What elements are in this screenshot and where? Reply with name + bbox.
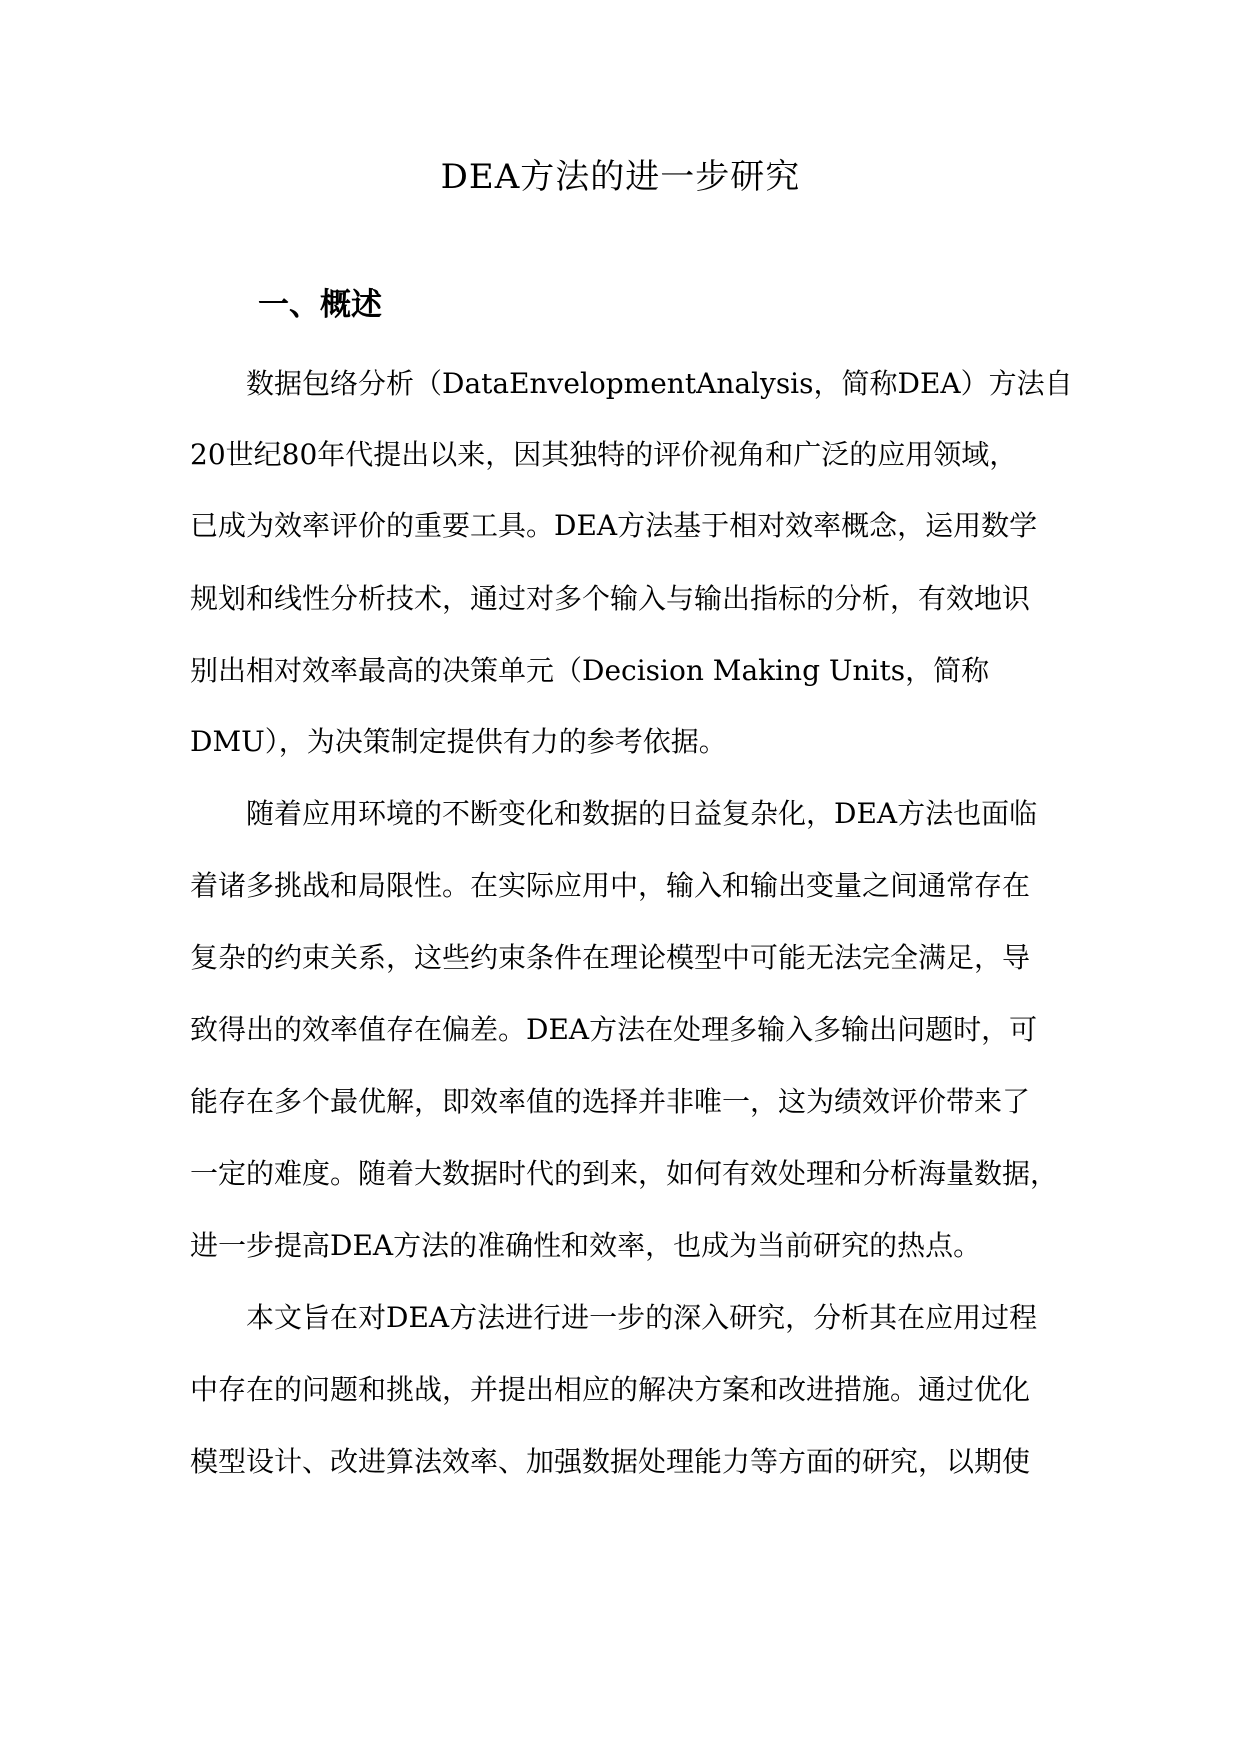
paragraph-2-line-6: 一定的难度。随着大数据时代的到来，如何有效处理和分析海量数据， [190,1157,1059,1190]
paragraph-2-line-3: 复杂的约束关系，这些约束条件在理论模型中可能无法完全满足，导 [190,941,1031,974]
paragraph-2-line-2: 着诸多挑战和局限性。在实际应用中，输入和输出变量之间通常存在 [190,869,1031,902]
paragraph-1-line-5: 别出相对效率最高的决策单元（Decision Making Units，简称 [190,654,990,687]
section-heading: 一、概述 [258,287,382,323]
paragraph-1-line-6: DMU），为决策制定提供有力的参考依据。 [190,725,727,758]
paragraph-2-line-1: 随着应用环境的不断变化和数据的日益复杂化，DEA方法也面临 [246,797,1038,830]
paragraph-2-line-4: 致得出的效率值存在偏差。DEA方法在处理多输入多输出问题时，可 [190,1013,1038,1046]
paragraph-1-line-1: 数据包络分析（DataEnvelopmentAnalysis，简称DEA）方法自 [246,367,1073,400]
paragraph-3-line-1: 本文旨在对DEA方法进行进一步的深入研究，分析其在应用过程 [246,1301,1038,1334]
paragraph-2-line-5: 能存在多个最优解，即效率值的选择并非唯一，这为绩效评价带来了 [190,1085,1031,1118]
paragraph-3-line-2: 中存在的问题和挑战，并提出相应的解决方案和改进措施。通过优化 [190,1373,1031,1406]
paragraph-1-line-3: 已成为效率评价的重要工具。DEA方法基于相对效率概念，运用数学 [190,509,1038,542]
paragraph-1-line-4: 规划和线性分析技术，通过对多个输入与输出指标的分析，有效地识 [190,582,1031,615]
paragraph-3-line-3: 模型设计、改进算法效率、加强数据处理能力等方面的研究，以期使 [190,1445,1031,1478]
document-title: DEA方法的进一步研究 [440,157,801,197]
paragraph-1-line-2: 20世纪80年代提出以来，因其独特的评价视角和广泛的应用领域， [190,438,1018,471]
paragraph-2-line-7: 进一步提高DEA方法的准确性和效率，也成为当前研究的热点。 [190,1229,982,1262]
